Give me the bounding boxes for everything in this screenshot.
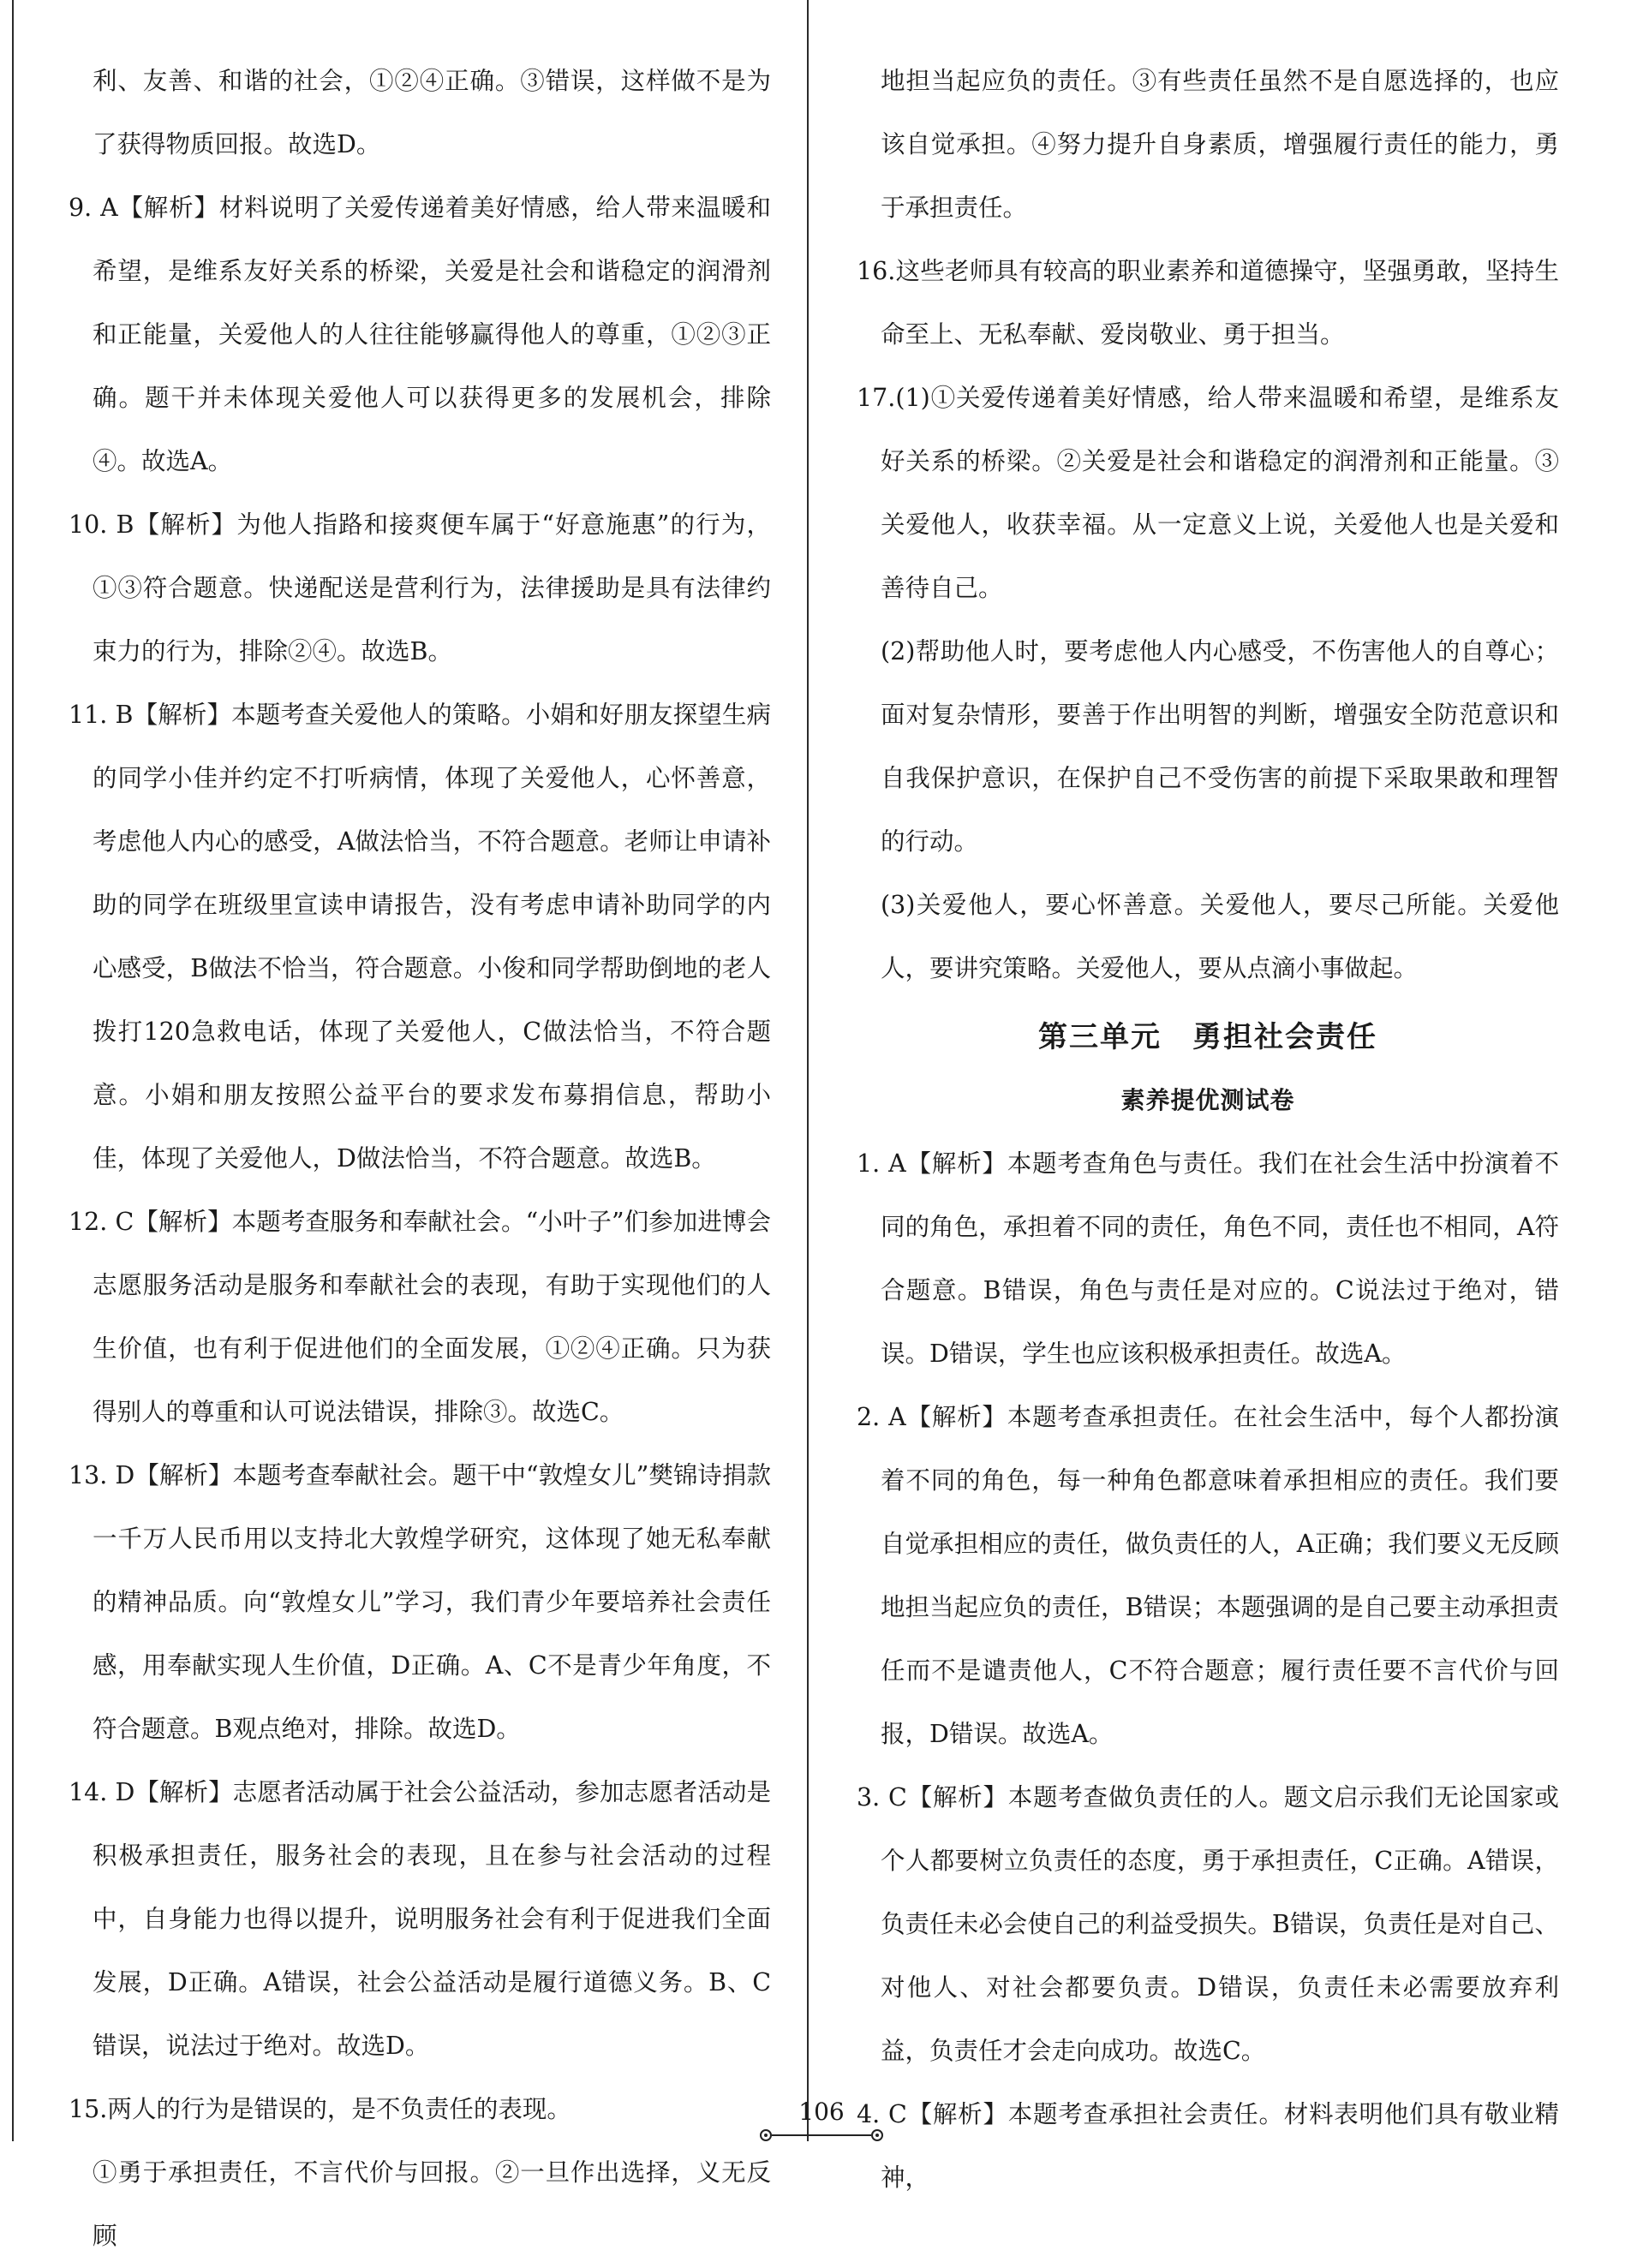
footer-ornament-icon	[757, 2126, 886, 2145]
item-text: 本题考查服务和奉献社会。“小叶子”们参加进博会志愿服务活动是服务和奉献社会的表现，有助于实现他们的人生价值，也有利于促进他们的全面发展，①②④正确。只为获得别人的尊重和认可说法错误，排除③。故选C。	[93, 1208, 771, 1426]
sub-paragraph: (2)帮助他人时，要考虑他人内心感受，不伤害他人的自尊心；面对复杂情形，要善于作出明智的判断，增强安全防范意识和自我保护意识，在保护自己不受伤害的前提下采取果敢和理智的行动。	[881, 637, 1559, 856]
answer-item	[857, 367, 1559, 620]
item-number: 14. D	[69, 1778, 135, 1806]
item-number: 13. D	[69, 1461, 135, 1489]
item-number: 12. C	[69, 1208, 134, 1236]
item-text: 本题考查承担责任。在社会生活中，每个人都扮演着不同的角色，每一种角色都意味着承担相应的责任。我们要自觉承担相应的责任，做负责任的人，A正确；我们要义无反顾地担当起应负的责任，B错误；本题强调的是自己要主动承担责任而不是谴责他人，C不符合题意；履行责任要不言代价与回报，D错误。故选A。	[881, 1403, 1559, 1748]
item-number: 3. C	[857, 1783, 907, 1811]
sub-paragraph: (3)关爱他人，要心怀善意。关爱他人，要尽己所能。关爱他人，要讲究策略。关爱他人，要从点滴小事做起。	[881, 891, 1559, 982]
item-number: 15.	[69, 2095, 108, 2123]
column-divider	[807, 0, 809, 2141]
item-text: 这些老师具有较高的职业素养和道德操守，坚强勇敢，坚持生命至上、无私奉献、爱岗敬业、勇于担当。	[881, 257, 1559, 349]
section-subtitle: 素养提优测试卷	[1120, 1086, 1295, 1114]
item-text: (1)①关爱传递着美好情感，给人带来温暖和希望，是维系友好关系的桥梁。②关爱是社会和谐稳定的润滑剂和正能量。③关爱他人，收获幸福。从一定意义上说，关爱他人也是关爱和善待自己。	[881, 384, 1559, 602]
left-margin-rule	[12, 0, 14, 2141]
item-number: 2. A	[857, 1403, 906, 1431]
analysis-tag: 【解析】	[906, 2100, 1008, 2128]
item-text: 材料说明了关爱传递着美好情感，给人带来温暖和希望，是维系友好关系的桥梁，关爱是社会和谐稳定的润滑剂和正能量，关爱他人的人往往能够赢得他人的尊重，①②③正确。题干并未体现关爱他人可以获得更多的发展机会，排除④。故选A。	[93, 194, 771, 475]
analysis-tag: 【解析】	[905, 1149, 1007, 1178]
item-text: 本题考查做负责任的人。题文启示我们无论国家或个人都要树立负责任的态度，勇于承担责任，C正确。A错误，负责任未必会使自己的利益受损失。B错误，负责任是对自己、对他人、对社会都要负责。D错误，负责任未必需要放弃利益，负责任才会走向成功。故选C。	[881, 1783, 1559, 2065]
left-column	[69, 50, 771, 2268]
item-text: 本题考查承担社会责任。材料表明他们具有敬业精神，	[881, 2100, 1559, 2192]
answer-item	[69, 493, 771, 683]
page-footer	[0, 2098, 1643, 2145]
item-number: 9. A	[69, 194, 118, 222]
continued-paragraph: 利、友善、和谐的社会，①②④正确。③错误，这样做不是为了获得物质回报。故选D。	[93, 67, 771, 158]
page-number: 106	[798, 2098, 845, 2126]
item-text: 本题考查角色与责任。我们在社会生活中扮演着不同的角色，承担着不同的责任，角色不同，责任也不相同，A符合题意。B错误，角色与责任是对应的。C说法过于绝对，错误。D错误，学生也应该积极承担责任。故选A。	[881, 1149, 1559, 1368]
item-number: 11. B	[69, 701, 134, 729]
answer-item	[69, 1191, 771, 1444]
item-text: 两人的行为是错误的，是不负责任的表现。	[107, 2095, 571, 2123]
item-number: 16.	[857, 257, 896, 285]
answer-item	[857, 1766, 1559, 2083]
item-text: 志愿者活动属于社会公益活动，参加志愿者活动是积极承担责任，服务社会的表现，且在参与社会活动的过程中，自身能力也得以提升，说明服务社会有利于促进我们全面发展，D正确。A错误，社会公益活动是履行道德义务。B、C错误，说法过于绝对。故选D。	[93, 1778, 771, 2060]
analysis-tag: 【解析】	[906, 1783, 1008, 1811]
analysis-tag: 【解析】	[134, 1208, 232, 1236]
item-text: 本题考查关爱他人的策略。小娟和好朋友探望生病的同学小佳并约定不打听病情，体现了关爱他人，心怀善意，考虑他人内心的感受，A做法恰当，不符合题意。老师让申请补助的同学在班级里宣读申请报告，没有考虑申请补助同学的内心感受，B做法不恰当，符合题意。小俊和同学帮助倒地的老人拨打120急救电话，体现了关爱他人，C做法恰当，不符合题意。小娟和朋友按照公益平台的要求发布募捐信息，帮助小佳，体现了关爱他人，D做法恰当，不符合题意。故选B。	[93, 701, 771, 1173]
item-number: 1. A	[857, 1149, 906, 1178]
answer-item	[857, 1132, 1559, 1386]
analysis-tag: 【解析】	[134, 1461, 233, 1489]
section-title: 第三单元 勇担社会责任	[1038, 1020, 1377, 1054]
item-number: 17.	[857, 384, 896, 412]
right-column	[857, 50, 1559, 2210]
answer-item	[69, 176, 771, 493]
right-column-top	[857, 50, 1559, 1000]
continued-paragraph: 地担当起应负的责任。③有些责任虽然不是自愿选择的，也应该自觉承担。④努力提升自身素质，增强履行责任的能力，勇于承担责任。	[881, 67, 1559, 222]
analysis-tag: 【解析】	[133, 701, 232, 729]
answer-item	[69, 683, 771, 1191]
sub-paragraph: ①勇于承担责任，不言代价与回报。②一旦作出选择，义无反顾	[93, 2158, 771, 2250]
item-text: 为他人指路和接爽便车属于“好意施惠”的行为，①③符合题意。快递配送是营利行为，法律援助是具有法律约束力的行为，排除②④。故选B。	[93, 510, 771, 665]
item-number: 4. C	[857, 2100, 907, 2128]
answer-item	[857, 240, 1559, 367]
right-column-bottom	[857, 1132, 1559, 2210]
item-number: 10. B	[69, 510, 134, 539]
analysis-tag: 【解析】	[117, 194, 219, 222]
item-text: 本题考查奉献社会。题干中“敦煌女儿”樊锦诗捐款一千万人民币用以支持北大敦煌学研究，这体现了她无私奉献的精神品质。向“敦煌女儿”学习，我们青少年要培养社会责任感，用奉献实现人生价值，D正确。A、C不是青少年角度，不符合题意。B观点绝对，排除。故选D。	[93, 1461, 771, 1743]
answer-item	[857, 1386, 1559, 1766]
analysis-tag: 【解析】	[134, 510, 237, 539]
analysis-tag: 【解析】	[134, 1778, 233, 1806]
answer-item	[69, 1761, 771, 2078]
answer-item	[69, 1444, 771, 1761]
analysis-tag: 【解析】	[905, 1403, 1007, 1431]
